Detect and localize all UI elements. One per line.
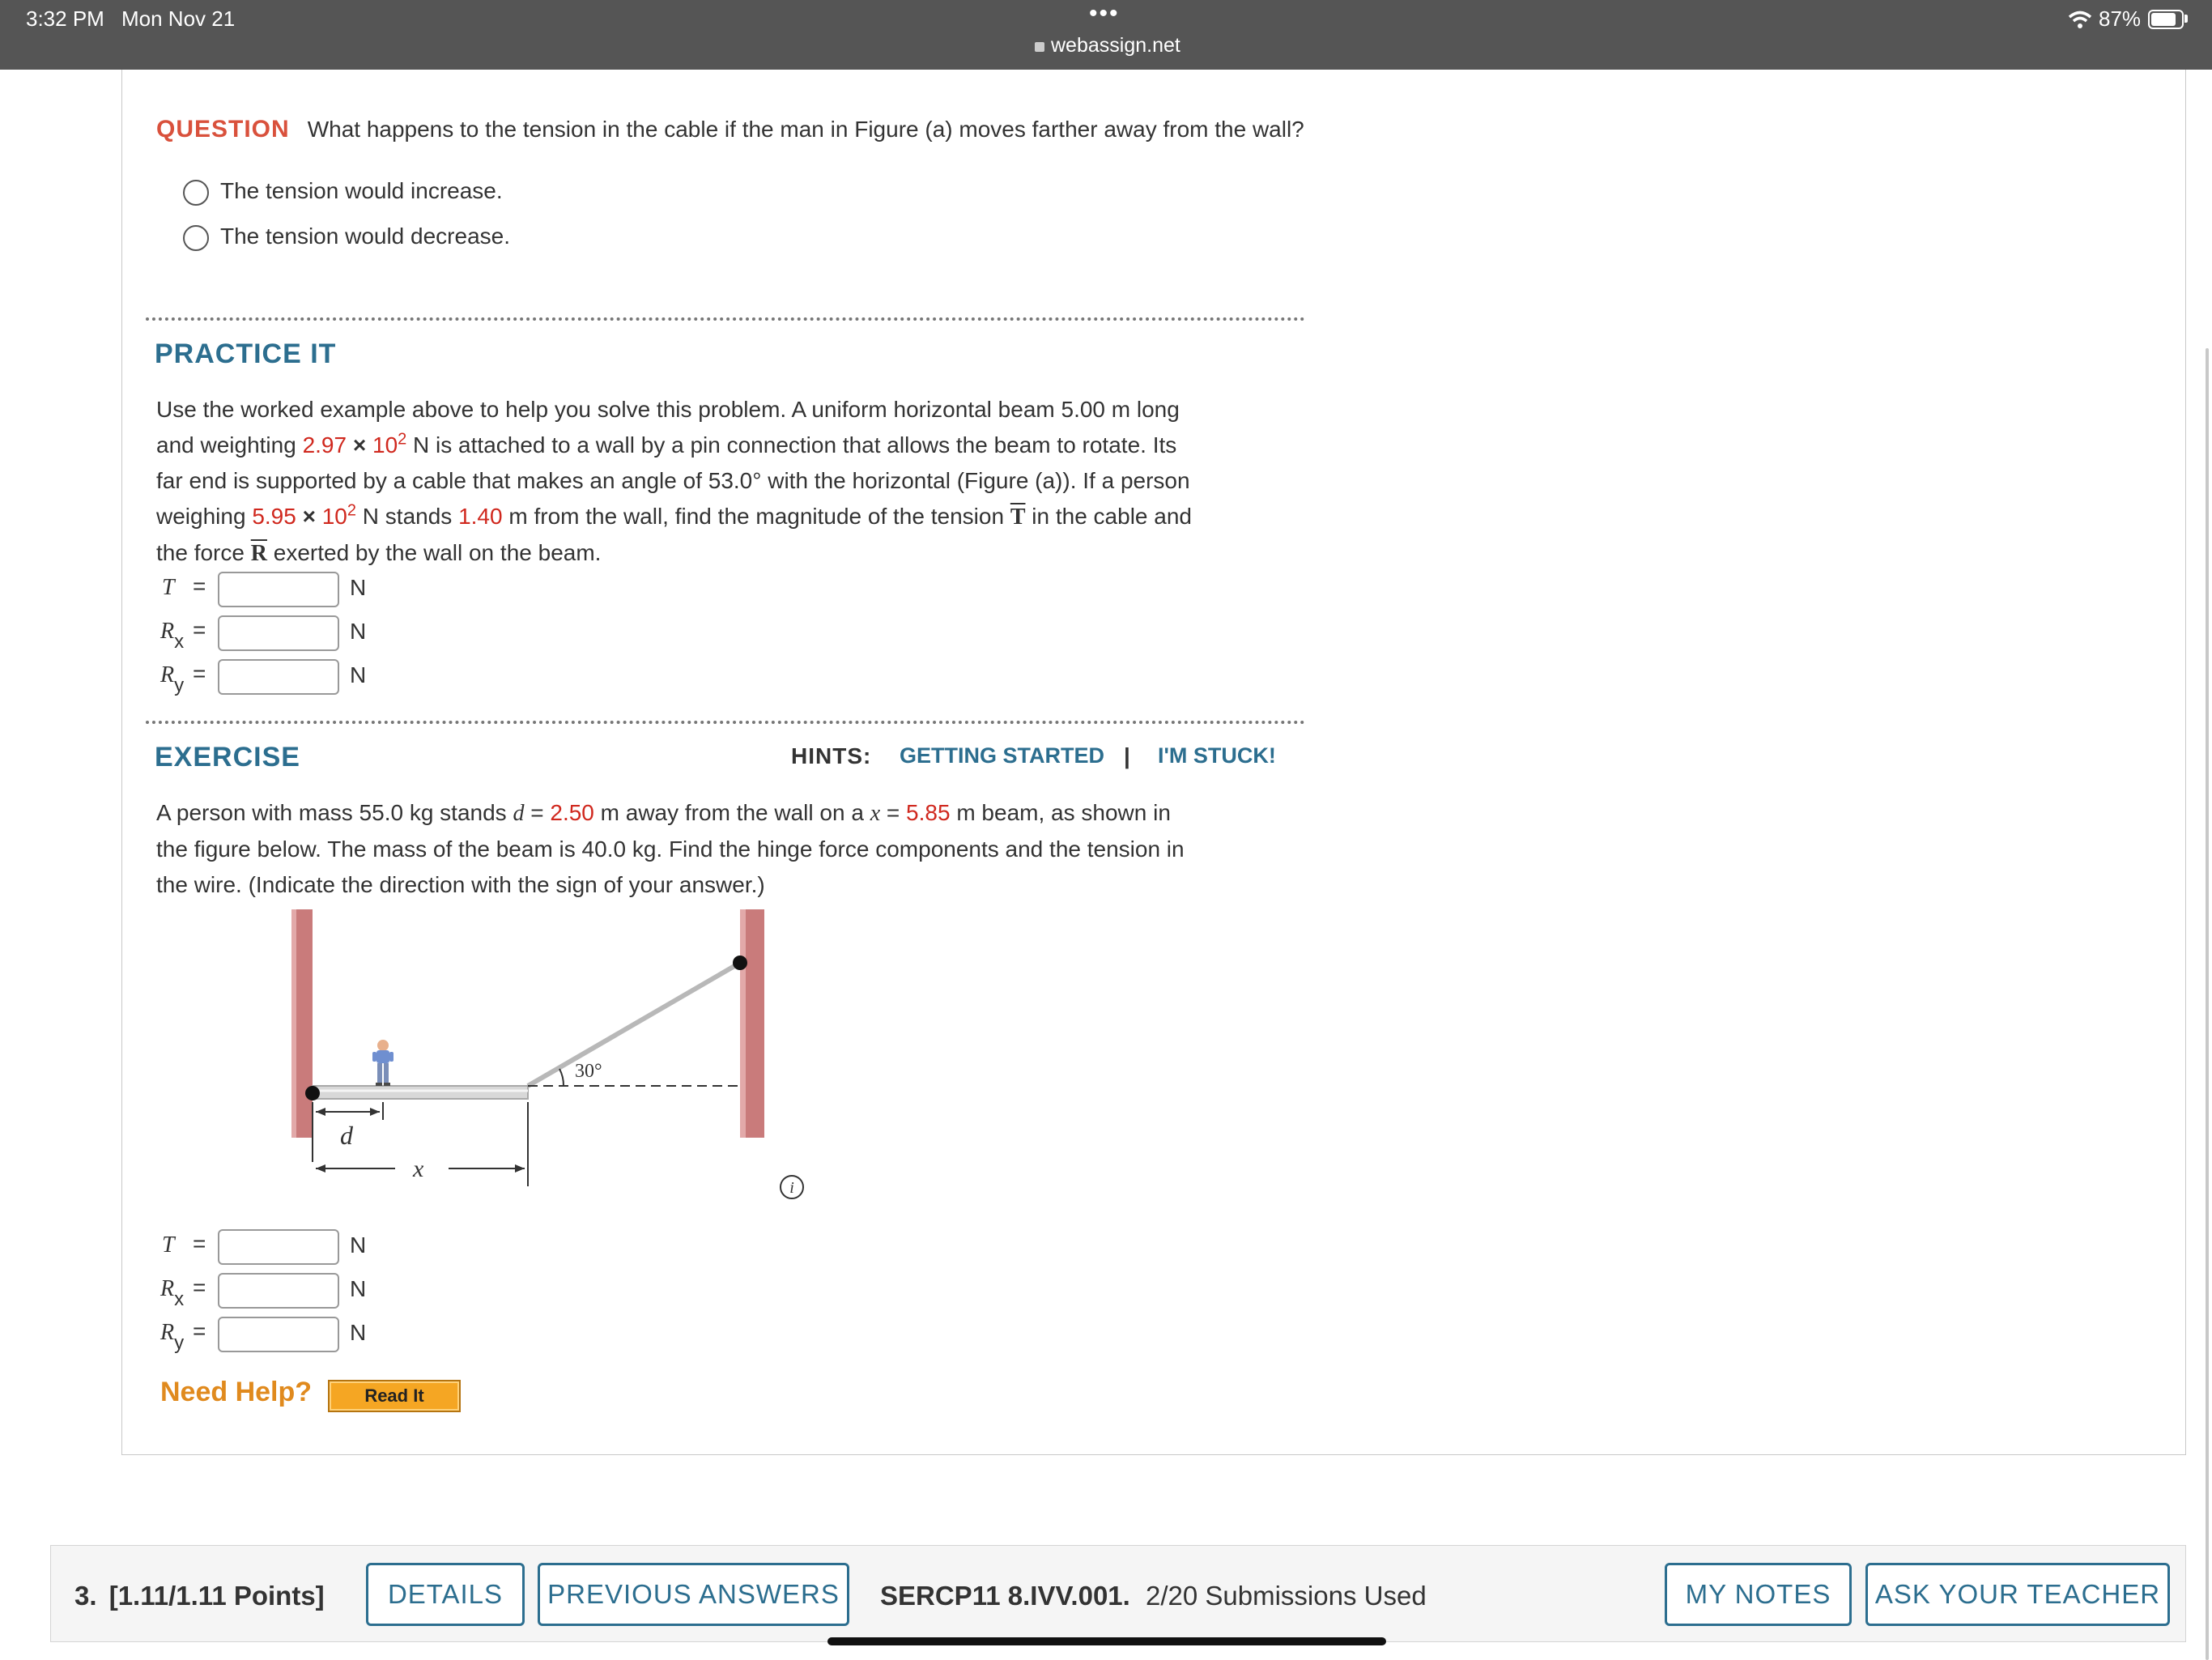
person-weight-value: 5.95 — [252, 504, 296, 529]
radio-label-decrease: The tension would decrease. — [220, 223, 510, 249]
vector-r: $\overline{R}$ — [250, 541, 267, 566]
read-it-button[interactable]: Read It — [328, 1380, 461, 1412]
status-date: Mon Nov 21 — [121, 6, 236, 31]
x-label: x — [413, 1156, 424, 1182]
angle-arc — [559, 1069, 564, 1086]
text: m away from the wall on a — [593, 800, 870, 825]
x-variable: x — [870, 801, 881, 826]
radio-option-decrease[interactable] — [183, 225, 209, 251]
qnum: 3. — [74, 1581, 97, 1611]
radio-label-increase: The tension would increase. — [220, 178, 503, 203]
x-arrow-right — [515, 1164, 525, 1173]
hint-separator: | — [1124, 743, 1130, 768]
practice-ry-unit: N — [350, 662, 367, 687]
beam — [313, 1086, 528, 1099]
url-text: webassign.net — [1051, 34, 1180, 57]
practice-t-input[interactable] — [218, 572, 339, 607]
section-divider — [146, 721, 1305, 724]
text: N stands — [356, 504, 459, 529]
info-icon-glyph: i — [789, 1179, 794, 1197]
battery-nub — [2184, 15, 2188, 23]
practice-ry-label — [160, 662, 185, 696]
practice-ry-eq: = — [193, 661, 206, 686]
beam-weight-value: 2.97 — [302, 432, 347, 458]
practice-t-unit: N — [350, 575, 367, 600]
exercise-title: EXERCISE — [155, 742, 300, 773]
previous-answers-button[interactable]: PREVIOUS ANSWERS — [538, 1563, 849, 1626]
text: m beam, as shown in — [950, 800, 1171, 825]
d-variable: d — [513, 801, 525, 826]
exercise-line-3: the wire. (Indicate the direction with the sign of your answer.) — [156, 872, 765, 897]
d-arrow-right — [370, 1108, 380, 1116]
right-wall-highlight — [740, 909, 746, 1138]
hinge-pin — [305, 1086, 320, 1100]
text: A person with mass 55.0 kg stands — [156, 800, 513, 825]
practice-ry-input[interactable] — [218, 659, 339, 695]
radio-option-increase[interactable] — [183, 180, 209, 206]
x-arrow-left — [316, 1164, 325, 1173]
question-panel — [121, 70, 2186, 1455]
practice-line-1: Use the worked example above to help you solve this problem. A uniform horizontal beam 5.00 m long — [156, 397, 1180, 422]
home-indicator[interactable] — [827, 1637, 1386, 1645]
question-number — [74, 1581, 325, 1611]
d-value: 2.50 — [550, 800, 594, 825]
practice-paragraph — [156, 392, 1290, 572]
sub: y — [174, 1332, 185, 1354]
text: the force — [156, 540, 251, 565]
text: = — [524, 800, 551, 825]
exercise-rx-input[interactable] — [218, 1273, 339, 1309]
exercise-line-2: the figure below. The mass of the beam is 40.0 kg. Find the hinge force components and the tension in — [156, 836, 1185, 862]
text: N is attached to a wall by a pin connection that allows the beam to rotate. Its — [406, 432, 1177, 458]
left-wall-highlight — [291, 909, 296, 1138]
exercise-t-unit: N — [350, 1232, 367, 1258]
battery-percent: 87% — [2099, 6, 2142, 31]
beam-weight-exponent: 2 — [398, 430, 407, 449]
exercise-rx-unit: N — [350, 1276, 367, 1301]
exercise-ry-eq: = — [193, 1318, 206, 1343]
details-button[interactable]: DETAILS — [366, 1563, 525, 1626]
power-base: 10 — [315, 504, 347, 529]
var: R — [160, 619, 175, 644]
person-figure — [372, 1040, 393, 1086]
status-bar — [0, 0, 2212, 70]
problem-code: SERCP11 8.IVV.001. — [880, 1581, 1130, 1611]
text: weighing — [156, 504, 253, 529]
x-value: 5.85 — [906, 800, 951, 825]
practice-rx-label — [160, 619, 185, 653]
practice-line-4 — [156, 499, 1290, 535]
practice-title: PRACTICE IT — [155, 338, 337, 369]
ask-teacher-button[interactable]: ASK YOUR TEACHER — [1865, 1563, 2170, 1626]
vector-t: $\overline{T}$ — [1010, 504, 1026, 530]
wifi-icon — [2068, 10, 2092, 29]
hint-getting-started-link[interactable]: GETTING STARTED — [900, 743, 1104, 768]
text: m from the wall, find the magnitude of the tension — [502, 504, 1010, 529]
text: and weighting — [156, 432, 303, 458]
var: R — [160, 662, 175, 687]
times-sign: × — [347, 432, 367, 458]
d-label: d — [340, 1121, 353, 1150]
sub: y — [174, 675, 185, 696]
practice-line-5 — [156, 535, 1290, 572]
exercise-t-eq: = — [193, 1231, 206, 1256]
need-help-label: Need Help? — [160, 1377, 313, 1407]
exercise-rx-eq: = — [193, 1275, 206, 1300]
power-base: 10 — [366, 432, 398, 458]
cable — [528, 963, 740, 1086]
var: R — [160, 1276, 175, 1301]
address-bar[interactable] — [1035, 34, 1180, 57]
person-distance-value: 1.40 — [458, 504, 503, 529]
practice-rx-input[interactable] — [218, 615, 339, 651]
exercise-rx-label — [160, 1276, 185, 1310]
text: exerted by the wall on the beam. — [266, 540, 602, 565]
exercise-t-label: T — [162, 1232, 175, 1258]
question-label: QUESTION — [156, 116, 290, 143]
exercise-ry-unit: N — [350, 1320, 367, 1345]
hint-stuck-link[interactable]: I'M STUCK! — [1158, 743, 1276, 768]
cable-anchor — [733, 956, 747, 970]
exercise-t-input[interactable] — [218, 1229, 339, 1265]
battery-level — [2151, 13, 2176, 26]
submissions-used: 2/20 Submissions Used — [1146, 1581, 1427, 1611]
practice-rx-unit: N — [350, 619, 367, 644]
exercise-line-1 — [156, 795, 1290, 832]
beam-figure — [275, 903, 810, 1211]
person-weight-exponent: 2 — [347, 501, 357, 520]
practice-rx-eq: = — [193, 617, 206, 642]
var: R — [160, 1320, 175, 1345]
hints-label: HINTS: — [791, 743, 872, 768]
exercise-ry-input[interactable] — [218, 1317, 339, 1352]
multitask-dots-icon[interactable]: ••• — [1089, 0, 1120, 27]
d-arrow-left — [316, 1108, 325, 1116]
status-time: 3:32 PM — [26, 6, 104, 31]
sub: x — [174, 631, 185, 653]
text: in the cable and — [1025, 504, 1192, 529]
page-scrollbar[interactable] — [2206, 348, 2209, 1660]
section-divider — [146, 317, 1305, 321]
exercise-paragraph — [156, 795, 1290, 903]
practice-t-eq: = — [193, 573, 206, 598]
practice-line-3: far end is supported by a cable that makes an angle of 53.0° with the horizontal (Figure (a)). If a person — [156, 468, 1190, 493]
lock-icon — [1035, 42, 1044, 52]
practice-line-2 — [156, 428, 1290, 463]
angle-label: 30° — [575, 1061, 602, 1082]
times-sign: × — [296, 504, 316, 529]
sub: x — [174, 1288, 185, 1310]
info-icon[interactable] — [779, 1174, 805, 1200]
my-notes-button[interactable]: MY NOTES — [1665, 1563, 1852, 1626]
question-text: What happens to the tension in the cable if the man in Figure (a) moves farther away from the wall? — [307, 117, 1304, 142]
points: [1.11/1.11 Points] — [108, 1581, 325, 1611]
question-block — [156, 112, 1306, 147]
exercise-ry-label — [160, 1320, 185, 1354]
practice-t-label: T — [162, 575, 175, 600]
text: = — [880, 800, 907, 825]
